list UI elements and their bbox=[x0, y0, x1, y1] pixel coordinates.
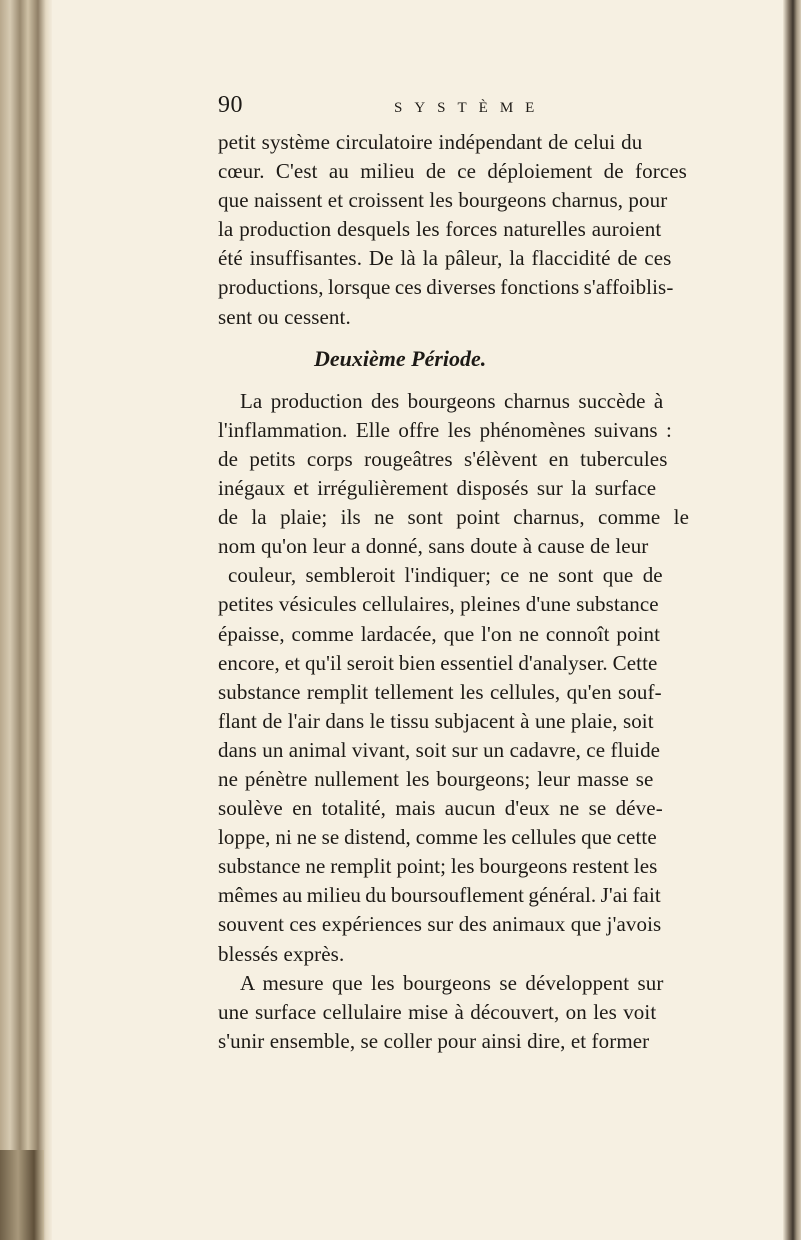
paragraph-2 bbox=[218, 387, 788, 969]
page-header bbox=[218, 92, 788, 122]
text-line: soulève en totalité, mais aucun d'eux ne se déve- bbox=[218, 796, 663, 821]
text-line: une surface cellulaire mise à découvert, on les voit bbox=[218, 999, 657, 1024]
text-line: cœur. C'est au milieu de ce déploiement de forces bbox=[218, 159, 687, 184]
paragraph-1 bbox=[218, 128, 788, 332]
text-line: substance remplit tellement les cellules, qu'en souf- bbox=[218, 679, 662, 704]
text-line: la production desquels les forces naturelles auroient bbox=[218, 217, 662, 242]
text-line: de la plaie; ils ne sont point charnus, comme le bbox=[218, 505, 690, 530]
text-line: La production des bourgeons charnus succède à bbox=[240, 388, 664, 413]
paragraph-3 bbox=[218, 969, 788, 1056]
text-line: couleur, sembleroit l'indiquer; ce ne sont que de bbox=[228, 563, 663, 588]
text-line: productions, lorsque ces diverses fonctions s'affoiblis- bbox=[218, 275, 674, 300]
text-line: blessés exprès. bbox=[218, 941, 345, 966]
text-line: substance ne remplit point; les bourgeons restent les bbox=[218, 854, 658, 879]
text-line: de petits corps rougeâtres s'élèvent en tubercules bbox=[218, 446, 668, 471]
text-line: souvent ces expériences sur des animaux que j'avois bbox=[218, 912, 662, 937]
text-line: sent ou cessent. bbox=[218, 304, 351, 329]
text-line: nom qu'on leur a donné, sans doute à cause de leur bbox=[218, 534, 649, 559]
text-line: s'unir ensemble, se coller pour ainsi dire, et former bbox=[218, 1028, 650, 1053]
text-line: épaisse, comme lardacée, que l'on ne connoît point bbox=[218, 621, 661, 646]
text-line: flant de l'air dans le tissu subjacent à une plaie, soit bbox=[218, 708, 654, 733]
text-line: loppe, ni ne se distend, comme les cellules que cette bbox=[218, 825, 657, 850]
book-binding-edge bbox=[0, 0, 52, 1240]
text-line: l'inflammation. Elle offre les phénomènes suivans : bbox=[218, 417, 672, 442]
text-line: mêmes au milieu du boursouflement général. J'ai fait bbox=[218, 883, 661, 908]
text-line: dans un animal vivant, soit sur un cadavre, ce fluide bbox=[218, 737, 661, 762]
text-line: encore, et qu'il seroit bien essentiel d'analyser. Cette bbox=[218, 650, 658, 675]
text-line: ne pénètre nullement les bourgeons; leur masse se bbox=[218, 766, 654, 791]
section-heading: Deuxième Période. bbox=[314, 345, 487, 371]
running-head: SYSTÈME bbox=[394, 100, 547, 116]
text-line: petit système circulatoire indépendant de celui du bbox=[218, 130, 643, 154]
text-line: été insuffisantes. De là la pâleur, la flaccidité de ces bbox=[218, 246, 672, 271]
page-number: 90 bbox=[218, 92, 243, 118]
text-line: A mesure que les bourgeons se développent sur bbox=[240, 970, 664, 995]
text-line: petites vésicules cellulaires, pleines d'une substance bbox=[218, 592, 659, 617]
text-line: inégaux et irrégulièrement disposés sur la surface bbox=[218, 476, 657, 501]
text-line: que naissent et croissent les bourgeons charnus, pour bbox=[218, 188, 668, 213]
book-page bbox=[218, 92, 788, 1056]
